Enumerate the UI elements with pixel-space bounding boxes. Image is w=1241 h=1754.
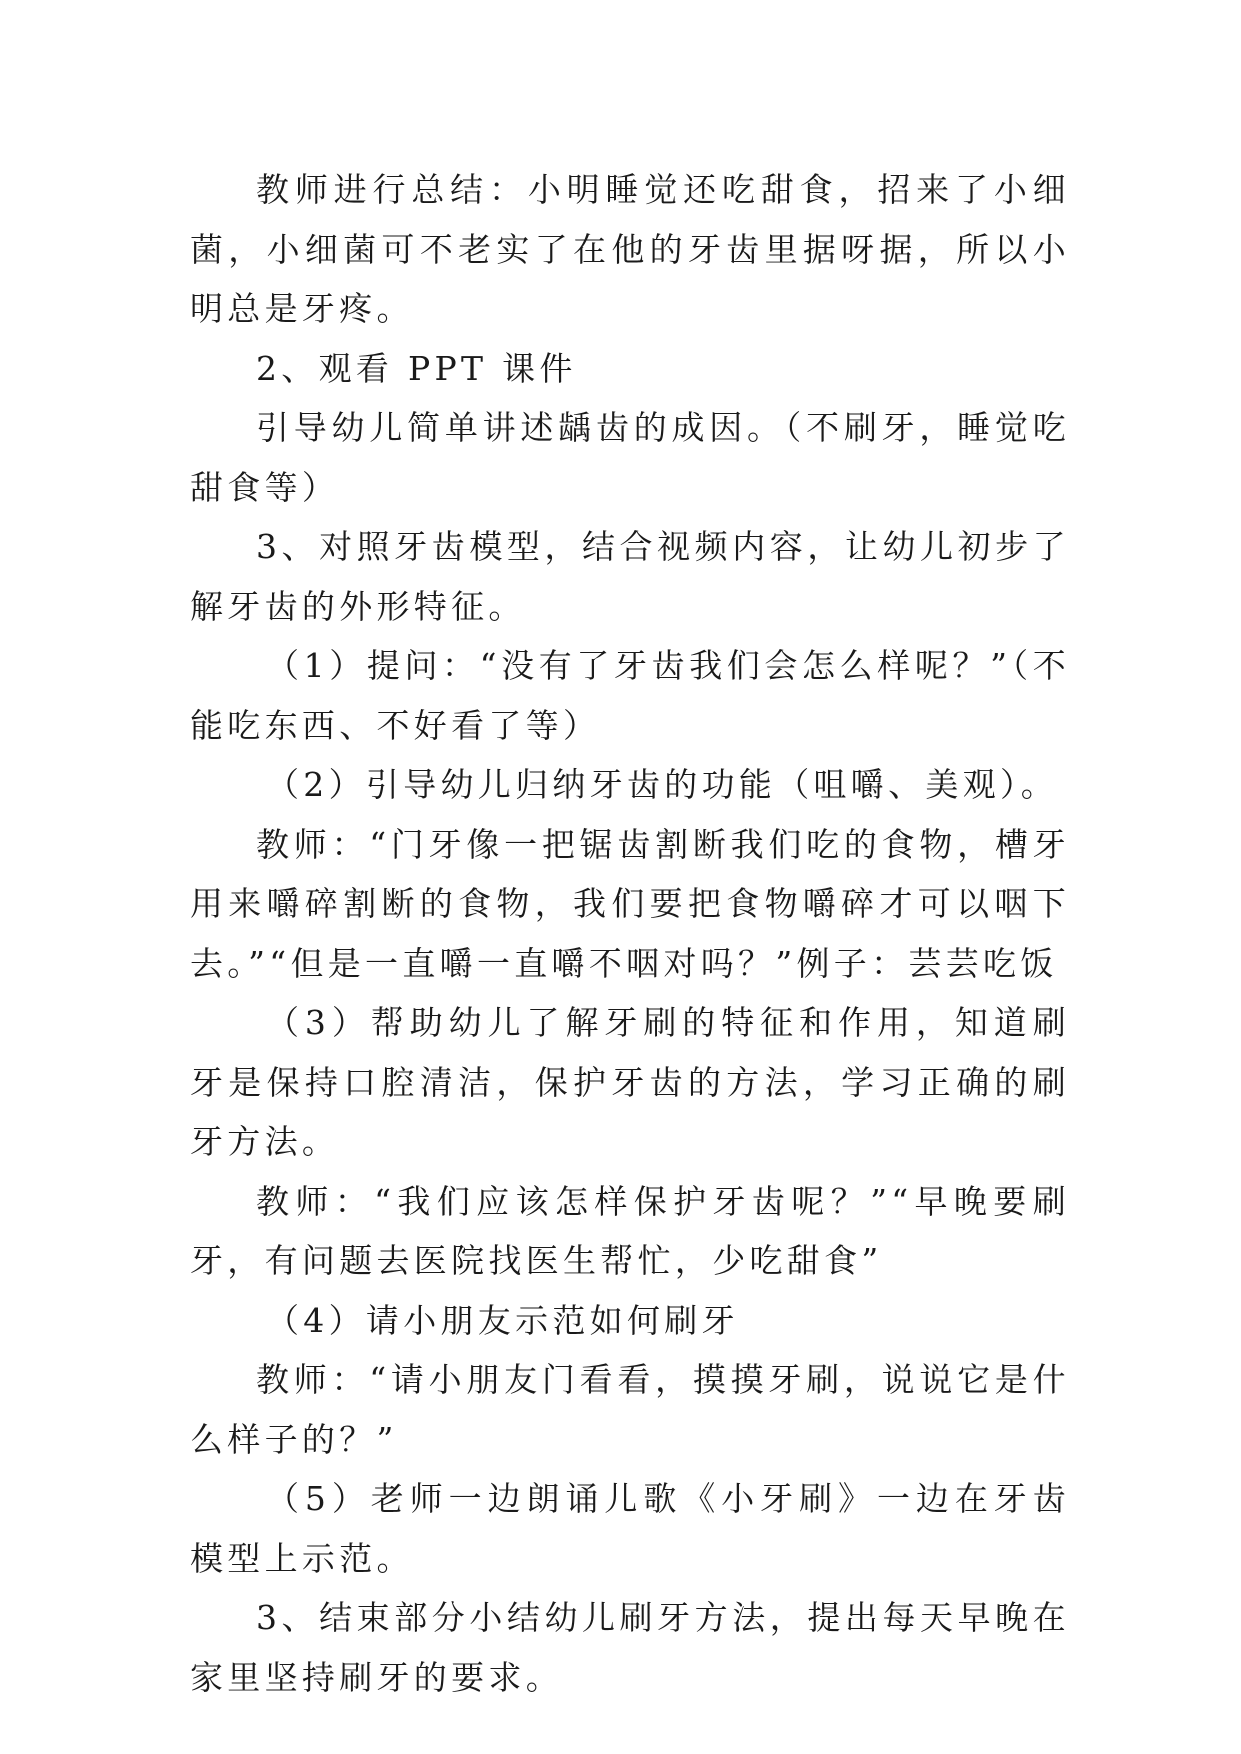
paragraph-teacher-summary: 教师进行总结：小明睡觉还吃甜食，招来了小细菌，小细菌可不老实了在他的牙齿里据呀据，所以小明总是牙疼。 (190, 170, 1070, 328)
paragraph-toothbrush-3: （3）帮助幼儿了解牙刷的特征和作用，知道刷牙是保持口腔清洁，保护牙齿的方法，学习正确的刷牙方法。 (190, 1003, 1070, 1161)
paragraph-closing-summary: 3、结束部分小结幼儿刷牙方法，提出每天早晚在家里坚持刷牙的要求。 (190, 1598, 1070, 1697)
paragraph-teacher-protect-teeth: 教师：“我们应该怎样保护牙齿呢？”“早晚要刷牙，有问题去医院找医生帮忙，少吃甜食” (190, 1181, 1070, 1280)
paragraph-watch-ppt: 2、观看 PPT 课件 (256, 348, 577, 388)
paragraph-teeth-model: 3、对照牙齿模型，结合视频内容，让幼儿初步了解牙齿的外形特征。 (190, 527, 1070, 626)
paragraph-teeth-function-2: （2）引导幼儿归纳牙齿的功能（咀嚼、美观）。 (266, 765, 1059, 804)
paragraph-nursery-rhyme-5: （5）老师一边朗诵儿歌《小牙刷》一边在牙齿模型上示范。 (190, 1479, 1070, 1578)
paragraph-demo-brushing-4: （4）请小朋友示范如何刷牙 (266, 1300, 739, 1340)
paragraph-teacher-front-teeth: 教师：“门牙像一把锯齿割断我们吃的食物，槽牙用来嚼碎割断的食物，我们要把食物嚼碎才可以咽下去。”“但是一直嚼一直嚼不咽对吗？”例子：芸芸吃饭 (190, 824, 1070, 983)
paragraph-caries-causes: 引导幼儿简单讲述龋齿的成因。（不刷牙，睡觉吃甜食等） (190, 408, 1070, 507)
paragraph-question-1: （1）提问：“没有了牙齿我们会怎么样呢？”（不能吃东西、不好看了等） (190, 646, 1070, 745)
document-body (190, 160, 1070, 1707)
paragraph-teacher-touch-brush: 教师：“请小朋友门看看，摸摸牙刷，说说它是什么样子的？” (190, 1360, 1070, 1459)
